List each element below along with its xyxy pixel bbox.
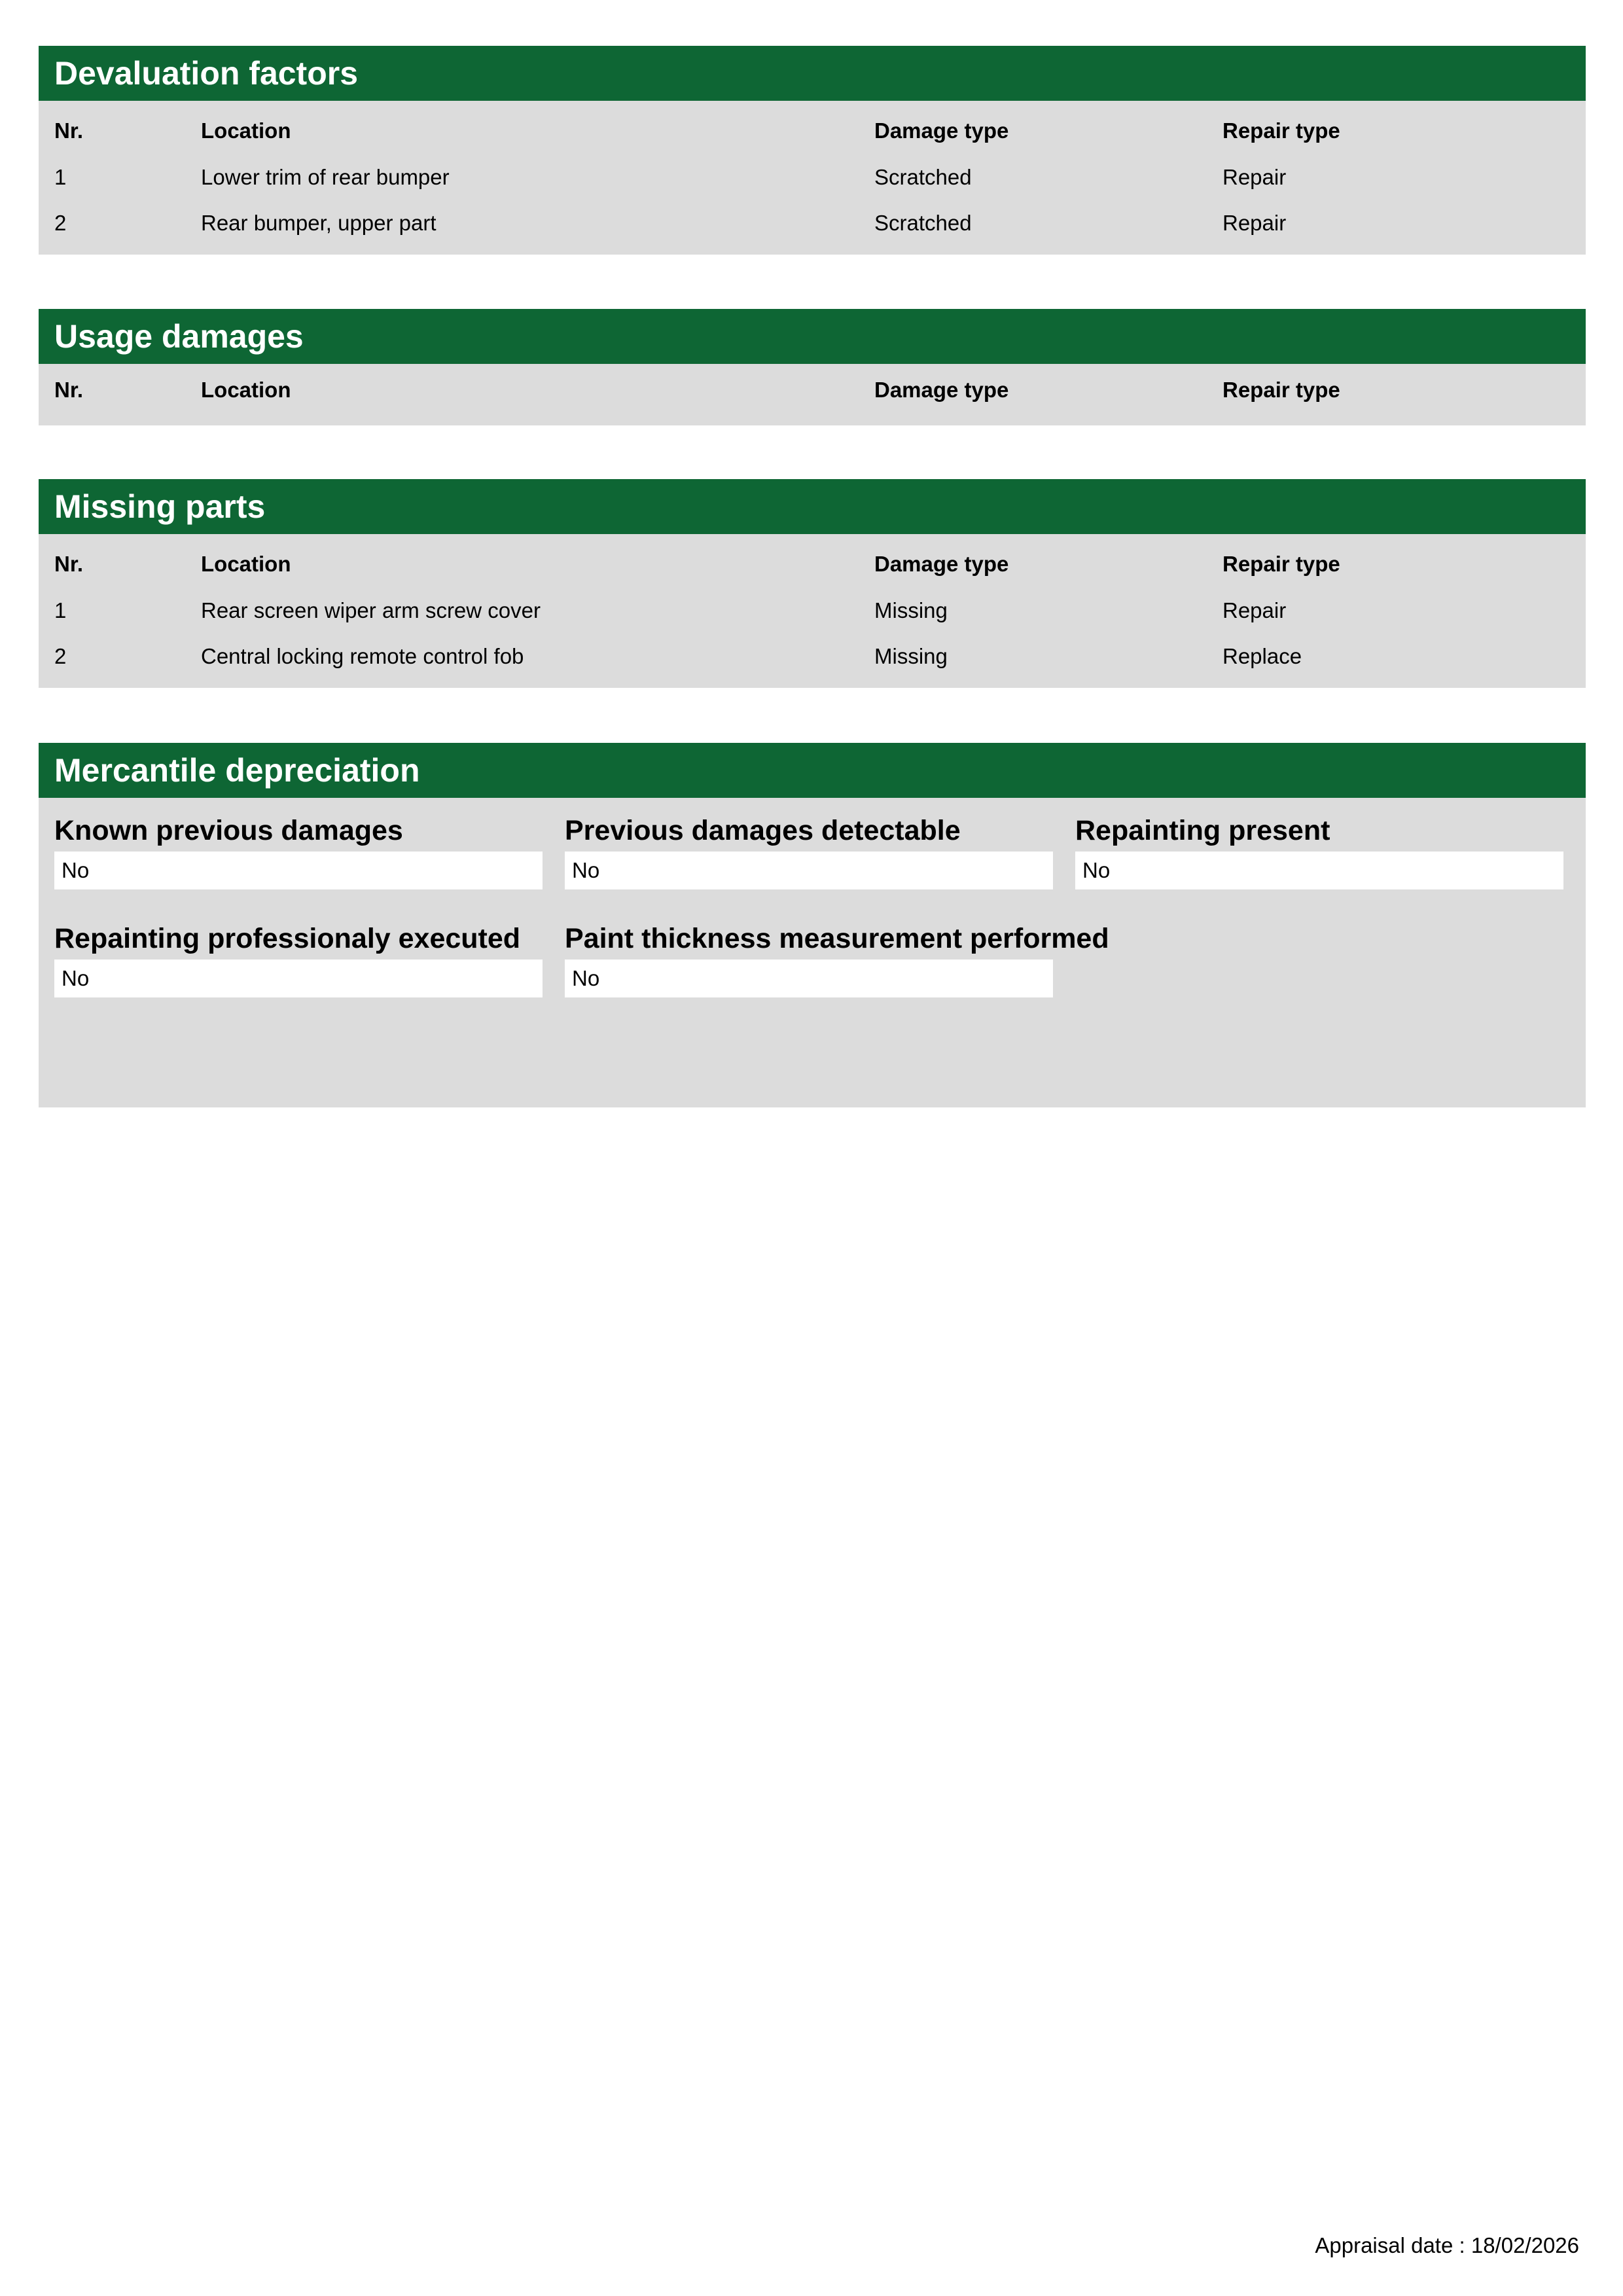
- column-header-repair-type: Repair type: [1222, 118, 1340, 143]
- appraisal-date: Appraisal date : 18/02/2026: [1315, 2233, 1579, 2257]
- field-label: Known previous damages: [54, 815, 403, 846]
- row-location: Central locking remote control fob: [201, 644, 524, 668]
- row-repair-type: Replace: [1222, 644, 1302, 668]
- devaluation-section: [39, 46, 1586, 255]
- row-nr: 1: [54, 165, 67, 189]
- column-header-damage-type: Damage type: [874, 118, 1009, 143]
- mercantile-depreciation-section: [39, 743, 1586, 1107]
- column-header-location: Location: [201, 552, 291, 576]
- section-title: Usage damages: [39, 309, 1586, 364]
- row-nr: 1: [54, 598, 67, 622]
- column-header-damage-type: Damage type: [874, 552, 1009, 576]
- row-repair-type: Repair: [1222, 211, 1287, 235]
- field-label: Paint thickness measurement performed: [565, 923, 1109, 954]
- row-location: Lower trim of rear bumper: [201, 165, 450, 189]
- column-header-nr: Nr.: [54, 118, 84, 143]
- row-damage-type: Missing: [874, 598, 948, 622]
- column-header-nr: Nr.: [54, 552, 84, 576]
- table-row: [39, 200, 1586, 246]
- row-damage-type: Scratched: [874, 165, 972, 189]
- field-value: No: [565, 960, 1053, 997]
- field-repainting-present: [1075, 814, 1563, 889]
- row-damage-type: Missing: [874, 644, 948, 668]
- field-value: No: [54, 960, 543, 997]
- column-header-repair-type: Repair type: [1222, 378, 1340, 402]
- column-header-nr: Nr.: [54, 378, 84, 402]
- table-row: [39, 588, 1586, 634]
- column-header-damage-type: Damage type: [874, 378, 1009, 402]
- field-previous-damages-detectable: [565, 814, 1053, 889]
- table-header-row: [39, 541, 1586, 588]
- section-title: Devaluation factors: [39, 46, 1586, 101]
- section-title: Mercantile depreciation: [39, 743, 1586, 798]
- row-repair-type: Repair: [1222, 598, 1287, 622]
- field-value: No: [54, 852, 543, 889]
- column-header-location: Location: [201, 118, 291, 143]
- column-header-repair-type: Repair type: [1222, 552, 1340, 576]
- field-label: Previous damages detectable: [565, 815, 961, 846]
- missing-parts-section: [39, 479, 1586, 688]
- row-location: Rear screen wiper arm screw cover: [201, 598, 541, 622]
- mercantile-fields: [39, 798, 1586, 1108]
- field-label: Repainting professionaly executed: [54, 923, 521, 954]
- row-damage-type: Scratched: [874, 211, 972, 235]
- table-row: [39, 634, 1586, 679]
- table-header-row: [39, 367, 1586, 414]
- field-value: No: [1075, 852, 1563, 889]
- table-row: [39, 154, 1586, 200]
- row-repair-type: Repair: [1222, 165, 1287, 189]
- table-header-row: [39, 107, 1586, 154]
- row-nr: 2: [54, 644, 67, 668]
- row-nr: 2: [54, 211, 67, 235]
- field-repainting-professionaly-executed: [54, 922, 543, 997]
- usage-damages-section: [39, 309, 1586, 425]
- column-header-location: Location: [201, 378, 291, 402]
- field-paint-thickness-measurement-performed: [565, 922, 1109, 997]
- row-location: Rear bumper, upper part: [201, 211, 437, 235]
- field-value: No: [565, 852, 1053, 889]
- field-known-previous-damages: [54, 814, 543, 889]
- section-title: Missing parts: [39, 479, 1586, 534]
- field-label: Repainting present: [1075, 815, 1330, 846]
